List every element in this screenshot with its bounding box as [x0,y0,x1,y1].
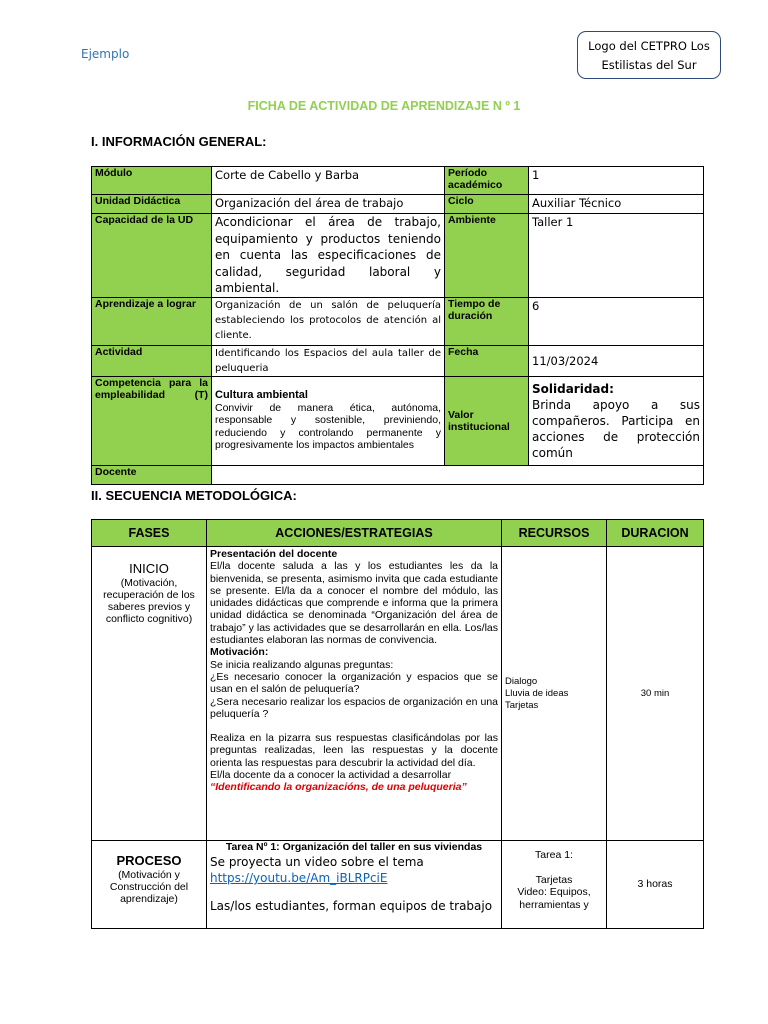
aprendizaje-value: Organización de un salón de peluquería estableciendo los protocolos de atención al cliente. [212,297,445,345]
row-docente [92,465,704,484]
competencia-cell [212,376,445,465]
competencia-title: Cultura ambiental [215,389,308,402]
task-1-title: Tarea Nº 1: Organización del taller en sus viviendas [225,841,483,853]
row-actividad [92,345,704,376]
motivation-intro: Se inicia realizando algunas preguntas: [210,658,394,671]
motivation-question-2: ¿Sera necesario realizar los espacios de organización en una peluquería ? [210,695,498,720]
resource-item: Lluvia de ideas [505,687,569,699]
inicio-duration: 30 min [607,547,704,841]
motivation-title: Motivación: [210,646,269,659]
logo-line-2: Estilistas del Sur [601,58,697,72]
section-2-heading: II. SECUENCIA METODOLÓGICA: [91,488,297,503]
competencia-label [92,376,212,465]
modulo-label: Módulo [92,167,212,195]
presentation-title: Presentación del docente [210,548,338,560]
docente-value [212,465,704,484]
proceso-resources-title: Tarea 1: [535,849,573,861]
row-unidad [92,195,704,214]
inicio-resources-cell [502,547,607,841]
resource-item: Video: Equipos, [517,886,591,898]
docente-label: Docente [92,465,212,484]
inicio-phase-cell [92,547,207,841]
capacidad-label: Capacidad de la UD [92,214,212,298]
presentation-text: El/la docente saluda a las y los estudiantes les da la bienvenida, se presenta, asimismo invita que cada estudiante se presente. El/la da a conocer el nombre del módulo, las unidades didácticas que comprende e informa que la primera unidad didáctica se denominada “Organización del área de trabajo” y las actividades que se desarrollarán en ella. Los/las estudiantes elaboran las normas de convivencia. [210,560,498,647]
valor-title: Solidaridad: [532,381,614,396]
modulo-value: Corte de Cabello y Barba [212,167,445,195]
col-acciones: ACCIONES/ESTRATEGIAS [207,520,502,547]
methodology-table [91,519,704,929]
ciclo-value: Auxiliar Técnico [529,195,704,214]
resource-item: Tarjetas [535,873,573,886]
actividad-label: Actividad [92,345,212,376]
proceso-actions-cell [207,841,502,929]
motivation-text-3: El/la docente da a conocer la actividad a desarrollar [210,769,452,782]
row-aprendizaje [92,297,704,345]
logo-line-1: Logo del CETPRO Los [588,39,710,53]
ciclo-label: Ciclo [445,195,529,214]
valor-cell [529,376,704,465]
competencia-label-text: Competencia para la empleabilidad (T) [95,376,208,401]
activity-name-highlight: “Identificando la organizacións, de una peluqueria” [210,781,467,794]
motivation-question-1: ¿Es necesario conocer la organización y espacios que se usan en el salón de peluquería? [210,670,498,696]
unidad-label: Unidad Didáctica [92,195,212,214]
row-capacidad [92,214,704,298]
inicio-row [92,547,704,841]
fecha-label: Fecha [445,345,529,376]
periodo-value: 1 [529,167,704,195]
example-label: Ejemplo [81,47,130,61]
proceso-resources-cell [502,841,607,929]
inicio-actions-cell [207,547,502,841]
row-modulo [92,167,704,195]
periodo-label: Período académico [445,167,529,195]
proceso-duration: 3 horas [607,841,704,929]
inicio-phase-name: INICIO [129,561,169,576]
valor-value: Brinda apoyo a sus compañeros. Participa en acciones de protección común [532,397,700,460]
logo-placeholder-box [577,31,721,79]
proceso-phase-desc: (Motivación y Construcción del aprendizaje) [109,869,189,905]
methodology-header-row [92,520,704,547]
tiempo-label: Tiempo de duración [445,297,529,345]
proceso-row [92,841,704,929]
ambiente-label: Ambiente [445,214,529,298]
resource-item: herramientas y [519,898,589,911]
col-duracion: DURACION [607,520,704,547]
section-1-heading: I. INFORMACIÓN GENERAL: [91,134,267,149]
general-info-table [91,166,704,485]
col-recursos: RECURSOS [502,520,607,547]
video-link[interactable]: https://youtu.be/Am_iBLRPciE [210,871,388,885]
page-title: FICHA DE ACTIVIDAD DE APRENDIZAJE N º 1 [247,99,521,113]
proceso-line-3: Las/los estudiantes, forman equipos de trabajo [210,899,493,913]
row-competencia [92,376,704,465]
proceso-phase-cell [92,841,207,929]
competencia-value: Convivir de manera ética, autónoma, responsable y sostenible, previniendo, reduciendo y controlando permanente y progresivamente los impactos ambientales [215,401,441,452]
valor-label: Valor institucional [445,376,529,465]
proceso-phase-name: PROCESO [116,853,182,868]
aprendizaje-label: Aprendizaje a lograr [92,297,212,345]
resource-item: Dialogo [505,675,538,687]
ambiente-value: Taller 1 [529,214,704,298]
tiempo-value: 6 [529,297,704,345]
fecha-value: 11/03/2024 [529,345,704,376]
unidad-value: Organización del área de trabajo [212,195,445,214]
actividad-value: Identificando los Espacios del aula taller de peluqueria [212,345,445,376]
capacidad-value: Acondicionar el área de trabajo, equipamiento y productos teniendo en cuenta las especificaciones de calidad, seguridad laboral y ambiental. [212,214,445,298]
resource-item: Tarjetas [505,699,539,711]
col-fases: FASES [92,520,207,547]
proceso-line-1: Se proyecta un video sobre el tema [210,855,424,869]
motivation-text-2: Realiza en la pizarra sus respuestas clasificándolas por las preguntas realizadas, leen las respuestas y la docente orienta las respuestas para descubrir la actividad del día. [210,732,498,769]
inicio-phase-desc: (Motivación, recuperación de los saberes previos y conflicto cognitivo) [103,577,195,625]
